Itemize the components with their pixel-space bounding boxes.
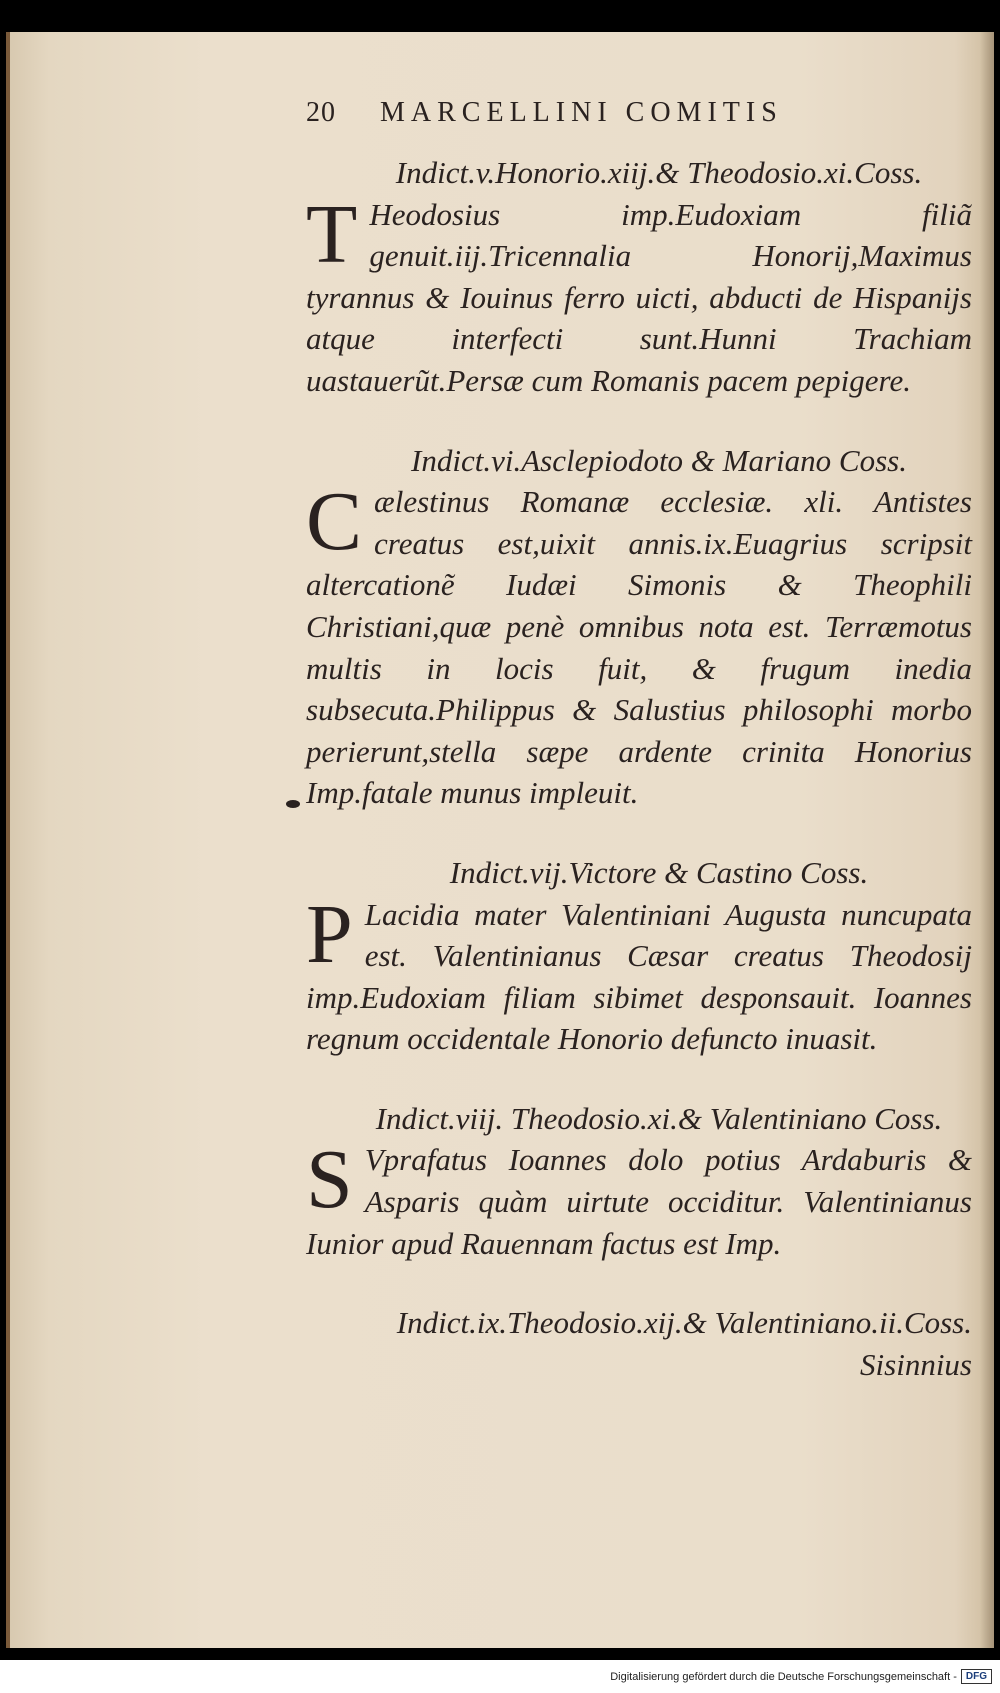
entry-text <box>306 475 972 814</box>
last-entry-heading: Indict.ix.Theodosio.xij.& Valentiniano.ii.Coss. <box>396 1305 972 1341</box>
catchword: Sisinnius <box>860 1346 972 1382</box>
dfg-logo: DFG <box>961 1669 992 1684</box>
drop-cap: S <box>306 1133 353 1227</box>
footer-credit: Digitalisierung gefördert durch die Deutsche Forschungsgemeinschaft - <box>610 1670 957 1683</box>
chronicle-entry <box>306 152 972 402</box>
chronicle-entry <box>306 1098 972 1264</box>
digitization-footer <box>0 1660 1000 1693</box>
drop-cap: C <box>306 475 363 569</box>
page-edge-shadow <box>980 32 994 1648</box>
entry-text <box>306 1133 972 1264</box>
drop-cap: T <box>306 187 358 281</box>
running-header <box>306 92 972 152</box>
entry-body: ælestinus Romanæ ecclesiæ. xli. Antistes creatus est,uixit annis.ix.Euagrius scripsit altercationẽ Iudæi Simonis & Theophili Christiani,quæ penè omnibus nota est. Terræmotus multis in locis fuit, & frugum inedia subsecuta.Philippus & Salustius philosophi morbo perierunt,stella sæpe ardente crinita Honorius Imp.fatale munus impleuit. <box>306 484 972 811</box>
entry-text <box>306 887 972 1060</box>
entry-body: Vprafatus Ioannes dolo potius Ardaburis & Asparis quàm uirtute occiditur. Valentinianus Iunior apud Rauennam factus est Imp. <box>306 1142 972 1261</box>
page-number: 20 <box>306 97 336 128</box>
drop-cap: P <box>306 887 353 981</box>
page-text-block <box>306 92 972 1385</box>
chronicle-entry <box>306 440 972 814</box>
entry-heading: Indict.vij.Victore & Castino Coss. <box>449 854 869 890</box>
ink-blot <box>286 800 300 808</box>
entry-heading: Indict.v.Honorio.xiij.& Theodosio.xi.Coss. <box>395 155 923 190</box>
entry-heading: Indict.viij. Theodosio.xi.& Valentiniano Coss. <box>375 1100 943 1136</box>
entry-body: Lacidia mater Valentiniani Augusta nuncupata est. Valentinianus Cæsar creatus Theodosij imp.Eudoxiam filiam sibimet desponsauit. Ioannes regnum occidentale Honorio defuncto inuasit. <box>306 896 972 1057</box>
chronicle-entry <box>306 852 972 1060</box>
entry-text <box>306 187 972 402</box>
entry-body: Heodosius imp.Eudoxiam filiã genuit.iij.Tricennalia Honorij,Maximus tyrannus & Iouinus ferro uicti, abducti de Hispanijs atque interfecti sunt.Hunni Trachiam uastauerũt.Persæ cum Romanis pacem pepigere. <box>306 196 972 398</box>
entry-heading: Indict.vi.Asclepiodoto & Mariano Coss. <box>411 442 907 478</box>
running-title: MARCELLINI COMITIS <box>380 97 783 128</box>
